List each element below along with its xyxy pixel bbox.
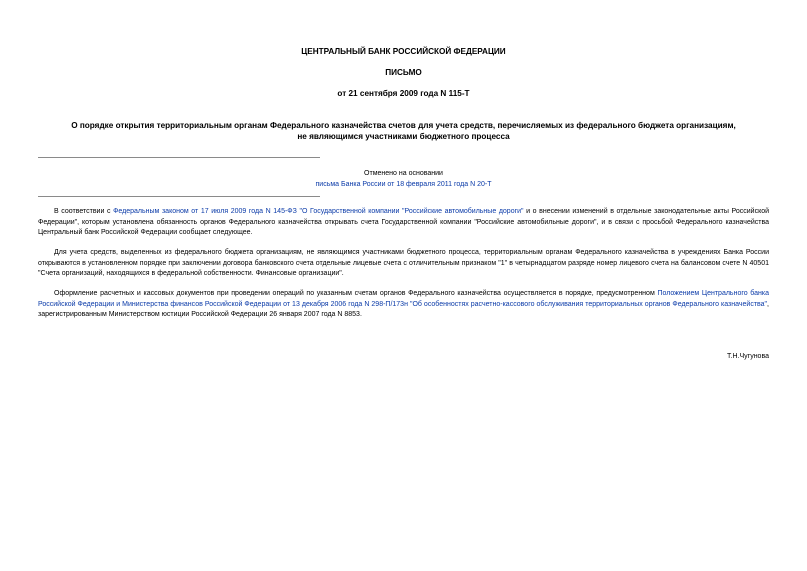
paragraph-1 xyxy=(38,207,769,239)
regulation-link[interactable]: Положением Центрального банка Российской Федерации и Министерства финансов Российской Федерации от 13 декабря 2006 года N 298-П/173н "Об особенностях расчетно-кассового обслуживания территориальных органов Федерального казначейства" xyxy=(38,290,770,308)
paragraph-1-after: и о внесении изменений в отдельные законодательные акты Российской Федерации", которым установлена обязанность органов Федерального казначейства открывать счета Государственной компании "Российские автомобильные дороги", и в связи с просьбой Федерального казначейства Центральный банк Российской Федерации сообщает следующее. xyxy=(38,208,770,237)
paragraph-3 xyxy=(38,289,769,321)
paragraph-3-before: Оформление расчетных и кассовых документов при проведении операций по указанным счетам органов Федерального казначейства осуществляется в порядке, предусмотренном xyxy=(54,290,658,297)
federal-law-link[interactable]: Федеральным законом от 17 июля 2009 года N 145-ФЗ "О Государственной компании "Российские автомобильные дороги" xyxy=(113,208,524,215)
divider-bottom xyxy=(38,196,320,197)
document-title xyxy=(30,120,777,142)
paragraph-2: Для учета средств, выделенных из федерального бюджета организациям, не являющимся участниками бюджетного процесса, территориальным органам Федерального казначейства в учреждениях Банка России открываются в установленном порядке при заключении договора банковского счета отдельные лицевые счета с отличительным признаком "1" в четырнадцатом разряде номер лицевого счета на балансовом счете N 40501 "Счета организаций, находящихся в федеральной собственности. Финансовые организации". xyxy=(38,249,769,278)
paragraph-1-before: В соответствии с xyxy=(54,208,114,215)
paragraph-3-after: , зарегистрированным Министерством юстиции Российской Федерации 26 января 2007 года N 8853. xyxy=(38,300,769,319)
divider-top xyxy=(38,157,320,158)
repeal-notice-link[interactable]: письма Банка России от 18 февраля 2011 года N 20-Т xyxy=(315,181,492,188)
repeal-notice-text: Отменено на основании xyxy=(364,170,443,177)
date-number-heading: от 21 сентября 2009 года N 115-Т xyxy=(337,89,470,98)
repeal-notice xyxy=(230,168,577,190)
document-title-line-1: О порядке открытия территориальным органам Федерального казначейства счетов для учета средств, перечисляемых из федерального бюджета организациям, xyxy=(71,121,736,130)
document-title-line-2: не являющимся участниками бюджетного процесса xyxy=(297,132,510,141)
document-type-heading: ПИСЬМО xyxy=(385,68,422,77)
organization-heading: ЦЕНТРАЛЬНЫЙ БАНК РОССИЙСКОЙ ФЕДЕРАЦИИ xyxy=(301,47,506,56)
signature: Т.Н.Чугунова xyxy=(727,353,769,360)
